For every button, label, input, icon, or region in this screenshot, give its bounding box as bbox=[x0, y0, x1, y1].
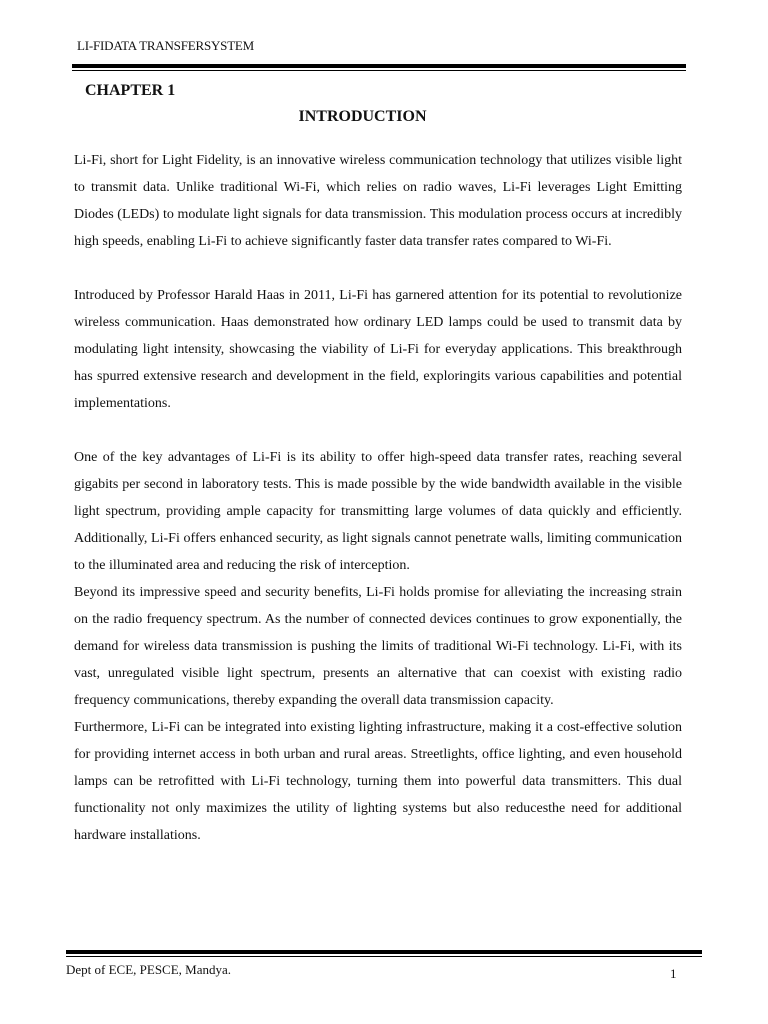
paragraph-4: Beyond its impressive speed and security benefits, Li-Fi holds promise for alleviating the increasing strain on the radio frequency spectrum. As the number of connected devices continues to grow exponentially, the demand for wireless data transmission is pushing the limits of traditional Wi-Fi technology. Li-Fi, with its vast, unregulated visible light spectrum, presents an alternative that can coexist with existing radio frequency communications, thereby expanding the overall data transmission capacity. bbox=[74, 585, 682, 708]
footer-department: Dept of ECE, PESCE, Mandya. bbox=[66, 962, 232, 977]
page-number: 1 bbox=[670, 966, 677, 981]
paragraph-5: Furthermore, Li-Fi can be integrated into existing lighting infrastructure, making it a cost-effective solution for providing internet access in both urban and rural areas. Streetlights, office lighting, and even household lamps can be retrofitted with Li-Fi technology, turning them into powerful data transmitters. This dual functionality not only maximizes the utility of lighting systems but also reducesthe need for additional hardware installations. bbox=[74, 720, 682, 843]
header-rule bbox=[72, 64, 686, 68]
paragraph-2: Introduced by Professor Harald Haas in 2011, Li-Fi has garnered attention for its potential to revolutionize wireless communication. Haas demonstrated how ordinary LED lamps could be used to transmit data by modulating light intensity, showcasing the viability of Li-Fi for everyday applications. This breakthrough has spurred extensive research and development in the field, exploringits various capabilities and potential implementations. bbox=[74, 288, 682, 411]
body-text bbox=[74, 147, 682, 849]
footer-rule bbox=[66, 950, 702, 954]
header-rule-thin bbox=[72, 70, 686, 71]
paragraph-3: One of the key advantages of Li-Fi is its ability to offer high-speed data transfer rates, reaching several gigabits per second in laboratory tests. This is made possible by the wide bandwidth available in the visible light spectrum, providing ample capacity for transmitting large volumes of data quickly and efficiently. Additionally, Li-Fi offers enhanced security, as light signals cannot penetrate walls, limiting communication to the illuminated area and reducing the risk of interception. bbox=[74, 450, 682, 573]
running-header: LI-FIDATA TRANSFERSYSTEM bbox=[77, 38, 255, 53]
chapter-label: CHAPTER 1 bbox=[85, 82, 176, 99]
page-title: INTRODUCTION bbox=[298, 108, 427, 125]
footer-rule-thin bbox=[66, 956, 702, 957]
paragraph-1: Li-Fi, short for Light Fidelity, is an innovative wireless communication technology that utilizes visible light to transmit data. Unlike traditional Wi-Fi, which relies on radio waves, Li-Fi leverages Light Emitting Diodes (LEDs) to modulate light signals for data transmission. This modulation process occurs at incredibly high speeds, enabling Li-Fi to achieve significantly faster data transfer rates compared to Wi-Fi. bbox=[74, 153, 682, 249]
